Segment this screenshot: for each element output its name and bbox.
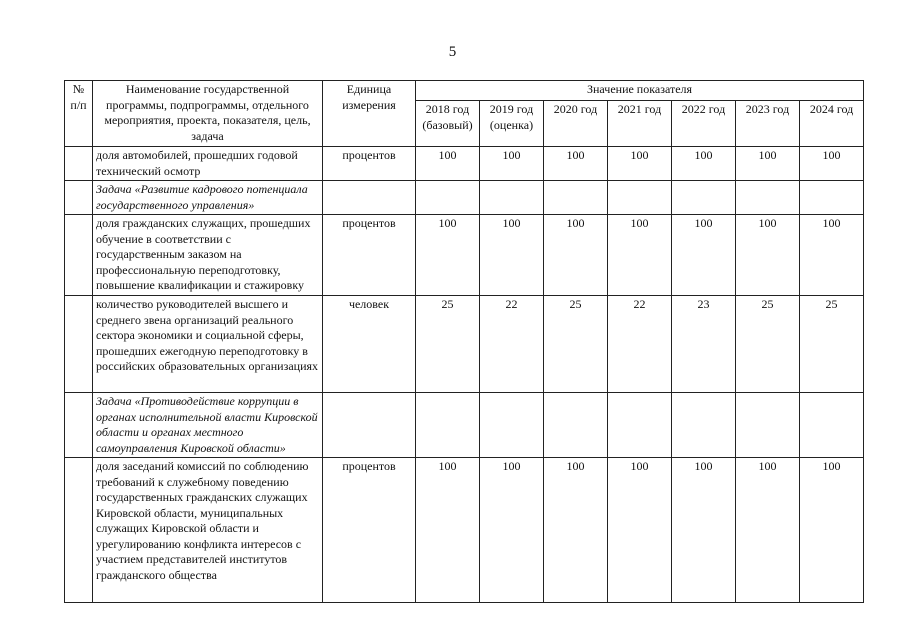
value-cell: 100 (480, 147, 544, 181)
value-cell (416, 181, 480, 215)
value-cell: 100 (416, 215, 480, 296)
value-cell: 100 (800, 147, 864, 181)
row-number-cell (65, 296, 93, 393)
value-cell: 100 (736, 215, 800, 296)
page-number: 5 (448, 44, 457, 60)
value-cell: 25 (544, 296, 608, 393)
header-year: 2020 год (544, 101, 608, 147)
header-year: 2019 год (оценка) (480, 101, 544, 147)
header-year: 2018 год (базовый) (416, 101, 480, 147)
table-row (65, 458, 864, 603)
header-year: 2024 год (800, 101, 864, 147)
value-cell: 100 (800, 458, 864, 603)
value-cell: 100 (608, 215, 672, 296)
value-cell: 22 (608, 296, 672, 393)
indicator-unit: процентов (323, 147, 416, 181)
value-cell: 100 (608, 458, 672, 603)
value-cell: 100 (416, 458, 480, 603)
value-cell: 25 (416, 296, 480, 393)
table-row (65, 215, 864, 296)
value-cell: 100 (608, 147, 672, 181)
row-number-cell (65, 147, 93, 181)
value-cell (480, 393, 544, 458)
value-cell: 100 (800, 215, 864, 296)
value-cell (736, 393, 800, 458)
value-cell: 100 (544, 458, 608, 603)
value-cell: 23 (672, 296, 736, 393)
value-cell: 100 (672, 147, 736, 181)
header-year: 2022 год (672, 101, 736, 147)
header-year: 2023 год (736, 101, 800, 147)
task-name: Задача «Противодействие коррупции в органах исполнительной власти Кировской области и органах местного самоуправления Кировской области» (93, 393, 323, 458)
header-unit: Единица измерения (323, 81, 416, 147)
value-cell (672, 393, 736, 458)
value-cell: 100 (736, 147, 800, 181)
value-cell: 25 (736, 296, 800, 393)
row-number-cell (65, 181, 93, 215)
indicator-name: доля заседаний комиссий по соблюдению требований к служебному поведению государственных гражданских служащих Кировской области, муниципальных служащих Кировской области и урегулированию конфликта интересов с участием представителей институтов гражданского общества (93, 458, 323, 603)
row-number-cell (65, 458, 93, 603)
value-cell (736, 181, 800, 215)
value-cell (800, 393, 864, 458)
value-cell (672, 181, 736, 215)
value-cell: 100 (672, 458, 736, 603)
row-number-cell (65, 393, 93, 458)
header-row-number: № п/п (65, 81, 93, 147)
value-cell: 22 (480, 296, 544, 393)
value-cell: 100 (736, 458, 800, 603)
value-cell: 100 (544, 147, 608, 181)
indicators-table (64, 80, 864, 603)
indicator-unit (323, 181, 416, 215)
value-cell (480, 181, 544, 215)
table-row (65, 147, 864, 181)
indicator-unit (323, 393, 416, 458)
value-cell: 100 (672, 215, 736, 296)
task-name: Задача «Развитие кадрового потенциала государственного управления» (93, 181, 323, 215)
row-number-cell (65, 215, 93, 296)
value-cell (608, 393, 672, 458)
header-year: 2021 год (608, 101, 672, 147)
header-name: Наименование государственной программы, подпрограммы, отдельного мероприятия, проекта, показателя, цель, задача (93, 81, 323, 147)
value-cell (800, 181, 864, 215)
indicator-unit: человек (323, 296, 416, 393)
header-value-group: Значение показателя (416, 81, 864, 101)
value-cell (544, 181, 608, 215)
value-cell (544, 393, 608, 458)
table-row (65, 181, 864, 215)
indicator-name: доля гражданских служащих, прошедших обучение в соответствии с государственным заказом на профессиональную переподготовку, повышение квалификации и стажировку (93, 215, 323, 296)
value-cell: 100 (480, 215, 544, 296)
value-cell: 100 (544, 215, 608, 296)
table-row (65, 296, 864, 393)
indicator-unit: процентов (323, 215, 416, 296)
indicator-name: доля автомобилей, прошедших годовой технический осмотр (93, 147, 323, 181)
value-cell: 100 (480, 458, 544, 603)
value-cell: 25 (800, 296, 864, 393)
value-cell: 100 (416, 147, 480, 181)
indicator-unit: процентов (323, 458, 416, 603)
value-cell (416, 393, 480, 458)
table-row (65, 393, 864, 458)
value-cell (608, 181, 672, 215)
indicator-name: количество руководителей высшего и среднего звена организаций реального сектора экономики и социальной сферы, прошедших ежегодную переподготовку в российских образовательных организациях (93, 296, 323, 393)
